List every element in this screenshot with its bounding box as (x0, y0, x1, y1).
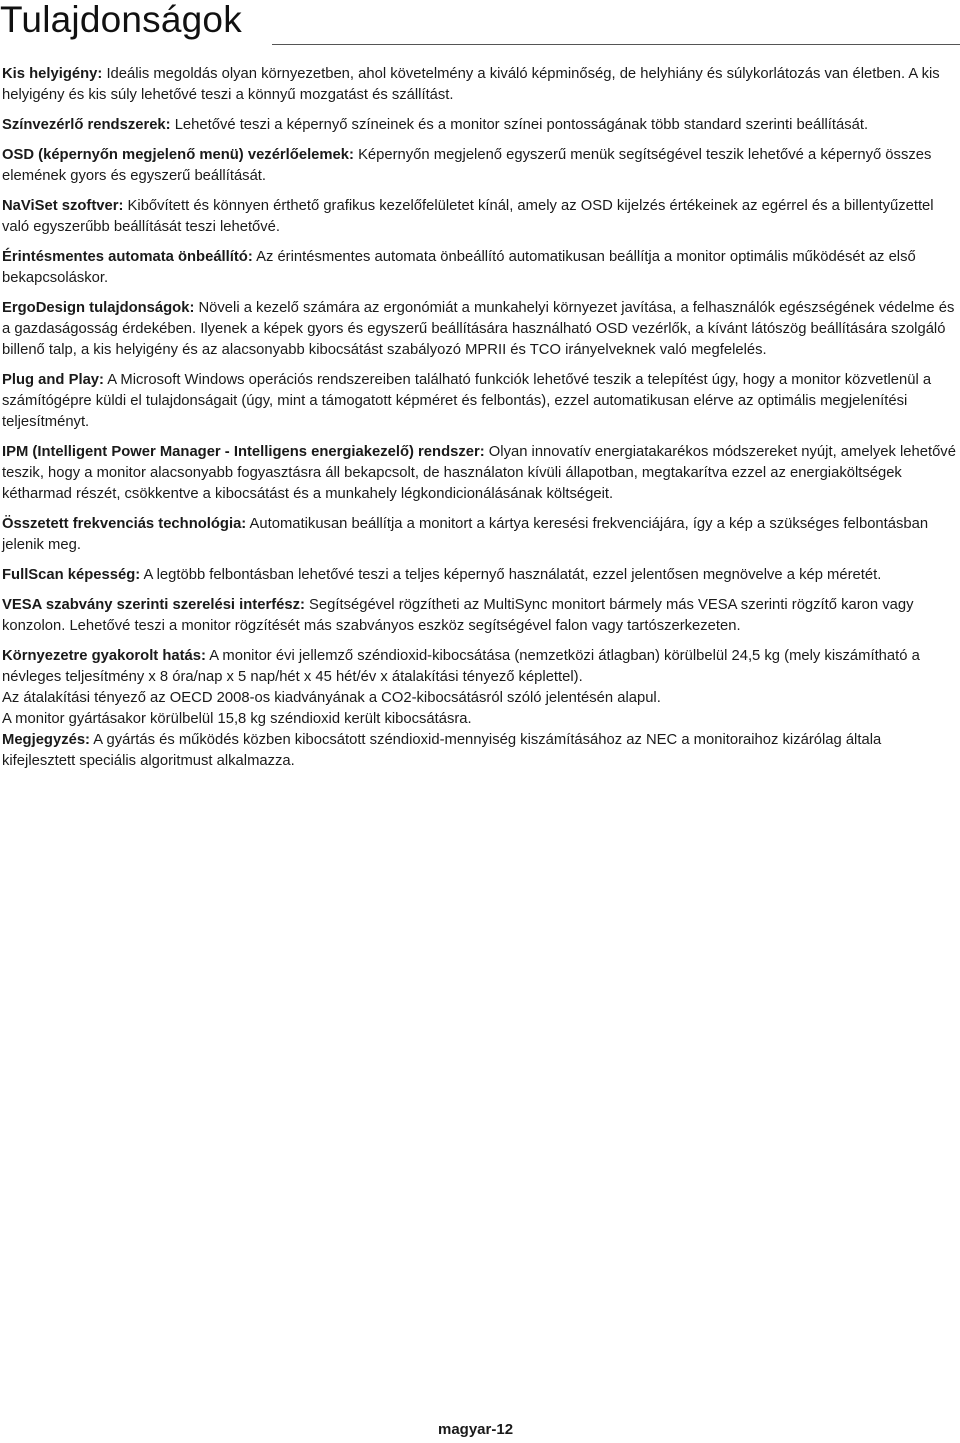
feature-term: Plug and Play: (2, 372, 104, 388)
feature-term: Kis helyigény: (2, 66, 103, 82)
feature-description: A legtöbb felbontásban lehetővé teszi a teljes képernyő használatát, ezzel jelentősen megnövelve a kép méretét. (140, 567, 882, 583)
environment-conversion-line: Az átalakítási tényező az OECD 2008-os kiadványának a CO2-kibocsátásról szóló jelentésén alapul. (2, 690, 661, 706)
environment-description: A monitor évi jellemző széndioxid-kibocsátása (nemzetközi átlagban) körülbelül 24,5 kg (mely kiszámítható a névleges teljesítmény x 8 óra/nap x 5 nap/hét x 45 hét/év x átalakítási tényező képlettel). (2, 648, 920, 685)
feature-paragraph (2, 370, 956, 433)
feature-description: Segítségével rögzítheti az MultiSync monitort bármely más VESA szerinti rögzítő karon vagy konzolon. Lehetővé teszi a monitor rögzítését más szabványos eszköz segítségével falon vagy tartószerkezeten. (2, 597, 914, 634)
feature-paragraph (2, 115, 956, 136)
feature-description: Növeli a kezelő számára az ergonómiát a munkahelyi környezet javítása, a felhasználók egészségének védelme és a gazdaságosság érdekében. Ilyenek a képek gyors és egyszerű beállítására használható OSD vezérlők, a kívánt látószög beállítására szolgáló billenő talp, a kis helyigény és az alacsonyabb kibocsátást szabályozó MPRII és TCO irányelveknek való megfelelés. (2, 300, 955, 358)
feature-paragraph (2, 64, 956, 106)
page-title: Tulajdonságok (0, 0, 242, 40)
feature-paragraph (2, 442, 956, 505)
feature-paragraph (2, 247, 956, 289)
feature-paragraph (2, 298, 956, 361)
feature-description: Ideális megoldás olyan környezetben, ahol követelmény a kiváló képminőség, de helyhiány és súlykorlátozás van életben. A kis helyigény és kis súly lehetővé teszi a könnyű mozgatást és szállítást. (2, 66, 940, 103)
note-description: A gyártás és működés közben kibocsátott széndioxid-mennyiség kiszámításához az NEC a monitoraihoz kizárólag általa kifejlesztett speciális algoritmust alkalmazza. (2, 732, 882, 769)
feature-description: Lehetővé teszi a képernyő színeinek és a monitor színei pontosságának több standard szerinti beállítását. (170, 117, 869, 133)
feature-term: OSD (képernyőn megjelenő menü) vezérlőelemek: (2, 147, 354, 163)
feature-term: IPM (Intelligent Power Manager - Intelligens energiakezelő) rendszer: (2, 444, 485, 460)
feature-term: Színvezérlő rendszerek: (2, 117, 171, 133)
feature-paragraph (2, 565, 956, 586)
feature-description: Automatikusan beállítja a monitort a kártya keresési frekvenciájára, így a kép a szükséges felbontásban jelenik meg. (2, 516, 929, 553)
feature-description: Az érintésmentes automata önbeállító automatikusan beállítja a monitor optimális működését az első bekapcsoláskor. (2, 249, 916, 286)
feature-term: Összetett frekvenciás technológia: (2, 516, 247, 532)
feature-term: ErgoDesign tulajdonságok: (2, 300, 195, 316)
note-term: Megjegyzés: (2, 732, 90, 748)
environment-term: Környezetre gyakorolt hatás: (2, 648, 206, 664)
feature-description: Kibővített és könnyen érthető grafikus kezelőfelületet kínál, amely az OSD kijelzés értékeinek az egérrel és a billentyűzettel való egyszerűbb beállítását teszi lehetővé. (2, 198, 934, 235)
feature-term: VESA szabvány szerinti szerelési interfész: (2, 597, 305, 613)
feature-description: A Microsoft Windows operációs rendszereiben található funkciók lehetővé teszik a telepítést úgy, hogy a monitor közvetlenül a számítógépre küldi el tulajdonságait (úgy, mint a támogatott képméret és felbontás), ezzel automatikusan elérve az optimális megjelenítési teljesítményt. (2, 372, 932, 430)
feature-paragraph (2, 514, 956, 556)
feature-paragraph (2, 145, 956, 187)
environment-paragraph (2, 646, 956, 688)
environment-manufacturing-line: A monitor gyártásakor körülbelül 15,8 kg széndioxid került kibocsátásra. (2, 711, 472, 727)
features-list (2, 64, 956, 772)
feature-description: Képernyőn megjelenő egyszerű menük segítségével teszik lehetővé a képernyő összes elemének gyors és egyszerű beállítását. (2, 147, 932, 184)
note-paragraph (2, 730, 956, 772)
feature-term: FullScan képesség: (2, 567, 141, 583)
feature-description: Olyan innovatív energiatakarékos módszereket nyújt, amelyek lehetővé teszik, hogy a monitor alacsonyabb fogyasztásra áll bekapcsolt, de használaton kívüli állapotban, megtakarítva ezzel az energiaköltségek kétharmad részét, csökkentve a kibocsátást és a munkahely légkondicionálásának költségeit. (2, 444, 956, 502)
feature-term: NaViSet szoftver: (2, 198, 124, 214)
title-divider (272, 44, 960, 45)
feature-paragraph (2, 196, 956, 238)
feature-term: Érintésmentes automata önbeállító: (2, 249, 253, 265)
feature-paragraph (2, 595, 956, 637)
page-number: magyar-12 (438, 1421, 514, 1438)
